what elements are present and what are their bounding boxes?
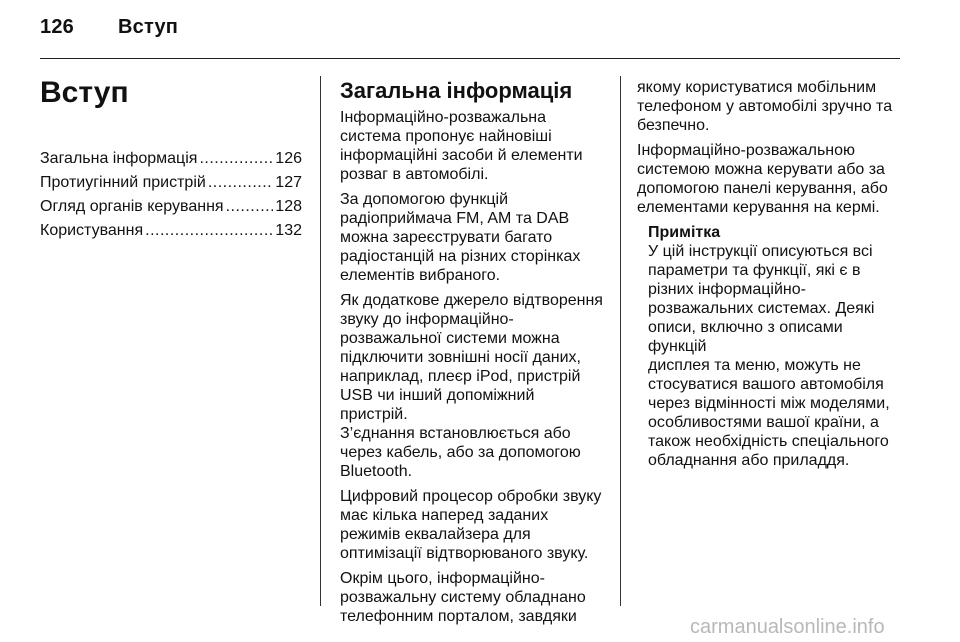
toc-entry-label: Користування (40, 222, 144, 239)
paragraph: Інформаційно-розважальна система пропонує найновіші інформаційні засоби й елементи розваг в автомобілі. (340, 109, 583, 183)
toc-entry-page: 132 (275, 222, 302, 239)
paragraph: Окрім цього, інформаційно- розважальну систему обладнано телефонним порталом, завдяки (340, 570, 586, 625)
paragraph: За допомогою функцій радіоприймача FM, AM та DAB можна зареєструвати багато радіостанцій на різних сторінках елементів вибраного. (340, 191, 581, 284)
toc-entry-page: 126 (275, 150, 302, 167)
paragraph: якому користуватися мобільним телефоном у автомобілі зручно та безпечно. (637, 79, 893, 134)
toc-leader-dots (226, 198, 274, 216)
paragraph: Інформаційно-розважальною системою можна керувати або за допомогою панелі керування, або елементами керування на кермі. (637, 142, 888, 216)
watermark: carmanualsonline.info (690, 616, 885, 638)
note-text: У цій інструкції описуються всі параметри та функції, які є в різних інформаційно- розважальних системах. Деякі описи, включно з описами функцій дисплея та меню, можуть не стосуватися вашого автомобіля через відмінності між моделями, особливостями вашої країни, а також необхідність спеціального обладнання або приладдя. (648, 243, 890, 469)
toc-entry[interactable] (40, 198, 302, 222)
toc-entry[interactable] (40, 174, 302, 198)
paragraph: Як додаткове джерело відтворення звуку до інформаційно- розважальної системи можна підключити зовнішні носії даних, наприклад, плеєр iPod, пристрій USB чи інший допоміжний пристрій. З’єднання встановлюється або через кабель, або за допомогою Bluetooth. (340, 292, 603, 480)
article-heading: Загальна інформація (340, 78, 573, 103)
toc-entry-label: Загальна інформація (40, 150, 198, 167)
article-column-1 (340, 78, 605, 632)
note-box (648, 223, 905, 470)
page-number: 126 (40, 16, 74, 38)
paragraph: Цифровий процесор обробки звуку має кілька наперед заданих режимів еквалайзера для оптимізації відтворюваного звуку. (340, 488, 602, 562)
toc-entry-page: 127 (275, 174, 302, 191)
toc-entry[interactable] (40, 222, 302, 246)
table-of-contents (40, 150, 302, 246)
chapter-title: Вступ (40, 76, 129, 109)
toc-leader-dots (208, 174, 273, 192)
column-divider-2 (620, 76, 621, 606)
toc-leader-dots (145, 222, 273, 240)
toc-leader-dots (199, 150, 273, 168)
toc-entry-page: 128 (275, 198, 302, 215)
running-header (40, 16, 178, 39)
toc-entry[interactable] (40, 150, 302, 174)
article-column-2 (637, 78, 905, 476)
toc-entry-label: Протиугінний пристрій (40, 174, 206, 191)
column-divider-1 (320, 76, 321, 606)
header-rule (40, 58, 900, 59)
note-title: Примітка (648, 224, 721, 241)
toc-entry-label: Огляд органів керування (40, 198, 224, 215)
header-section-title: Вступ (118, 16, 179, 38)
